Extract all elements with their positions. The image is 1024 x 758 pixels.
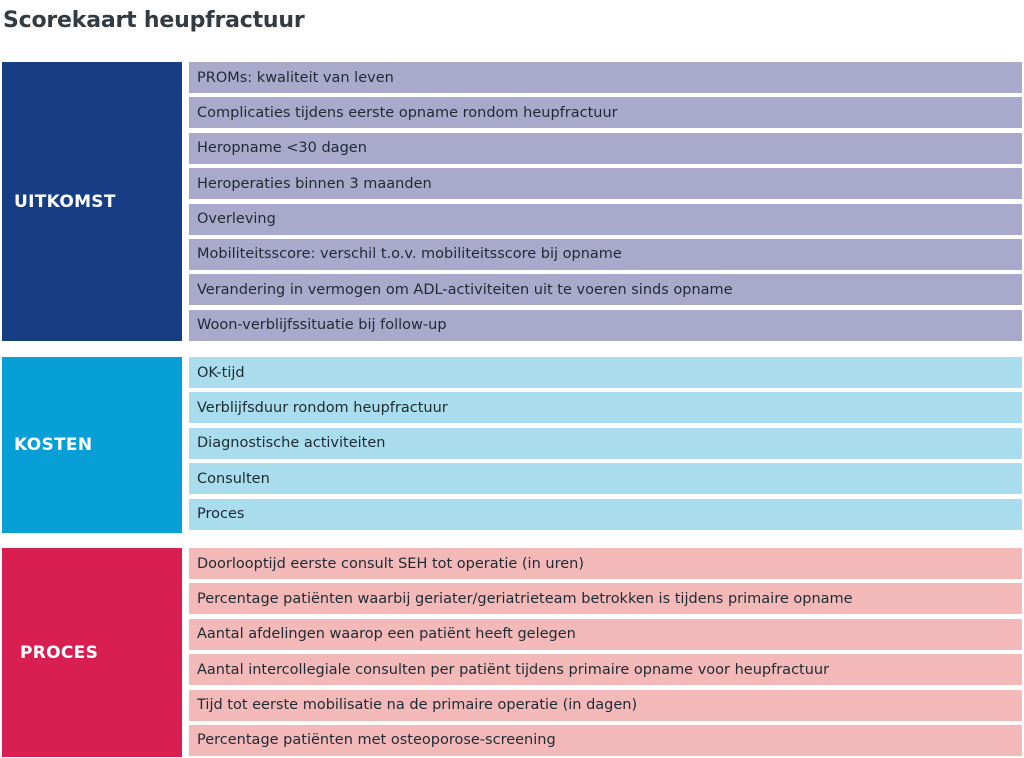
section-proces xyxy=(2,548,1022,757)
section-label-uitkomst: UITKOMST xyxy=(2,62,182,341)
list-item: Aantal afdelingen waarop een patiënt heeft gelegen xyxy=(189,619,1022,650)
list-item: Verandering in vermogen om ADL-activiteiten uit te voeren sinds opname xyxy=(189,274,1022,305)
list-item: Woon-verblijfssituatie bij follow-up xyxy=(189,310,1022,341)
list-item: Diagnostische activiteiten xyxy=(189,428,1022,459)
list-item: Verblijfsduur rondom heupfractuur xyxy=(189,392,1022,423)
page-title: Scorekaart heupfractuur xyxy=(3,8,305,33)
list-item: Doorlooptijd eerste consult SEH tot operatie (in uren) xyxy=(189,548,1022,579)
section-items-uitkomst xyxy=(189,62,1022,341)
list-item: Overleving xyxy=(189,204,1022,235)
section-items-proces xyxy=(189,548,1022,756)
list-item: Complicaties tijdens eerste opname rondom heupfractuur xyxy=(189,97,1022,128)
section-kosten xyxy=(2,357,1022,533)
section-label-kosten: KOSTEN xyxy=(2,357,182,533)
list-item: Heroperaties binnen 3 maanden xyxy=(189,168,1022,199)
list-item: Tijd tot eerste mobilisatie na de primaire operatie (in dagen) xyxy=(189,690,1022,721)
list-item: Consulten xyxy=(189,463,1022,494)
list-item: PROMs: kwaliteit van leven xyxy=(189,62,1022,93)
section-items-kosten xyxy=(189,357,1022,530)
list-item: OK-tijd xyxy=(189,357,1022,388)
list-item: Proces xyxy=(189,499,1022,530)
list-item: Percentage patiënten met osteoporose-screening xyxy=(189,725,1022,756)
list-item: Mobiliteitsscore: verschil t.o.v. mobiliteitsscore bij opname xyxy=(189,239,1022,270)
list-item: Percentage patiënten waarbij geriater/geriatrieteam betrokken is tijdens primaire opname xyxy=(189,583,1022,614)
list-item: Aantal intercollegiale consulten per patiënt tijdens primaire opname voor heupfractuur xyxy=(189,654,1022,685)
list-item: Heropname <30 dagen xyxy=(189,133,1022,164)
section-label-proces: PROCES xyxy=(2,548,182,757)
section-uitkomst xyxy=(2,62,1022,341)
